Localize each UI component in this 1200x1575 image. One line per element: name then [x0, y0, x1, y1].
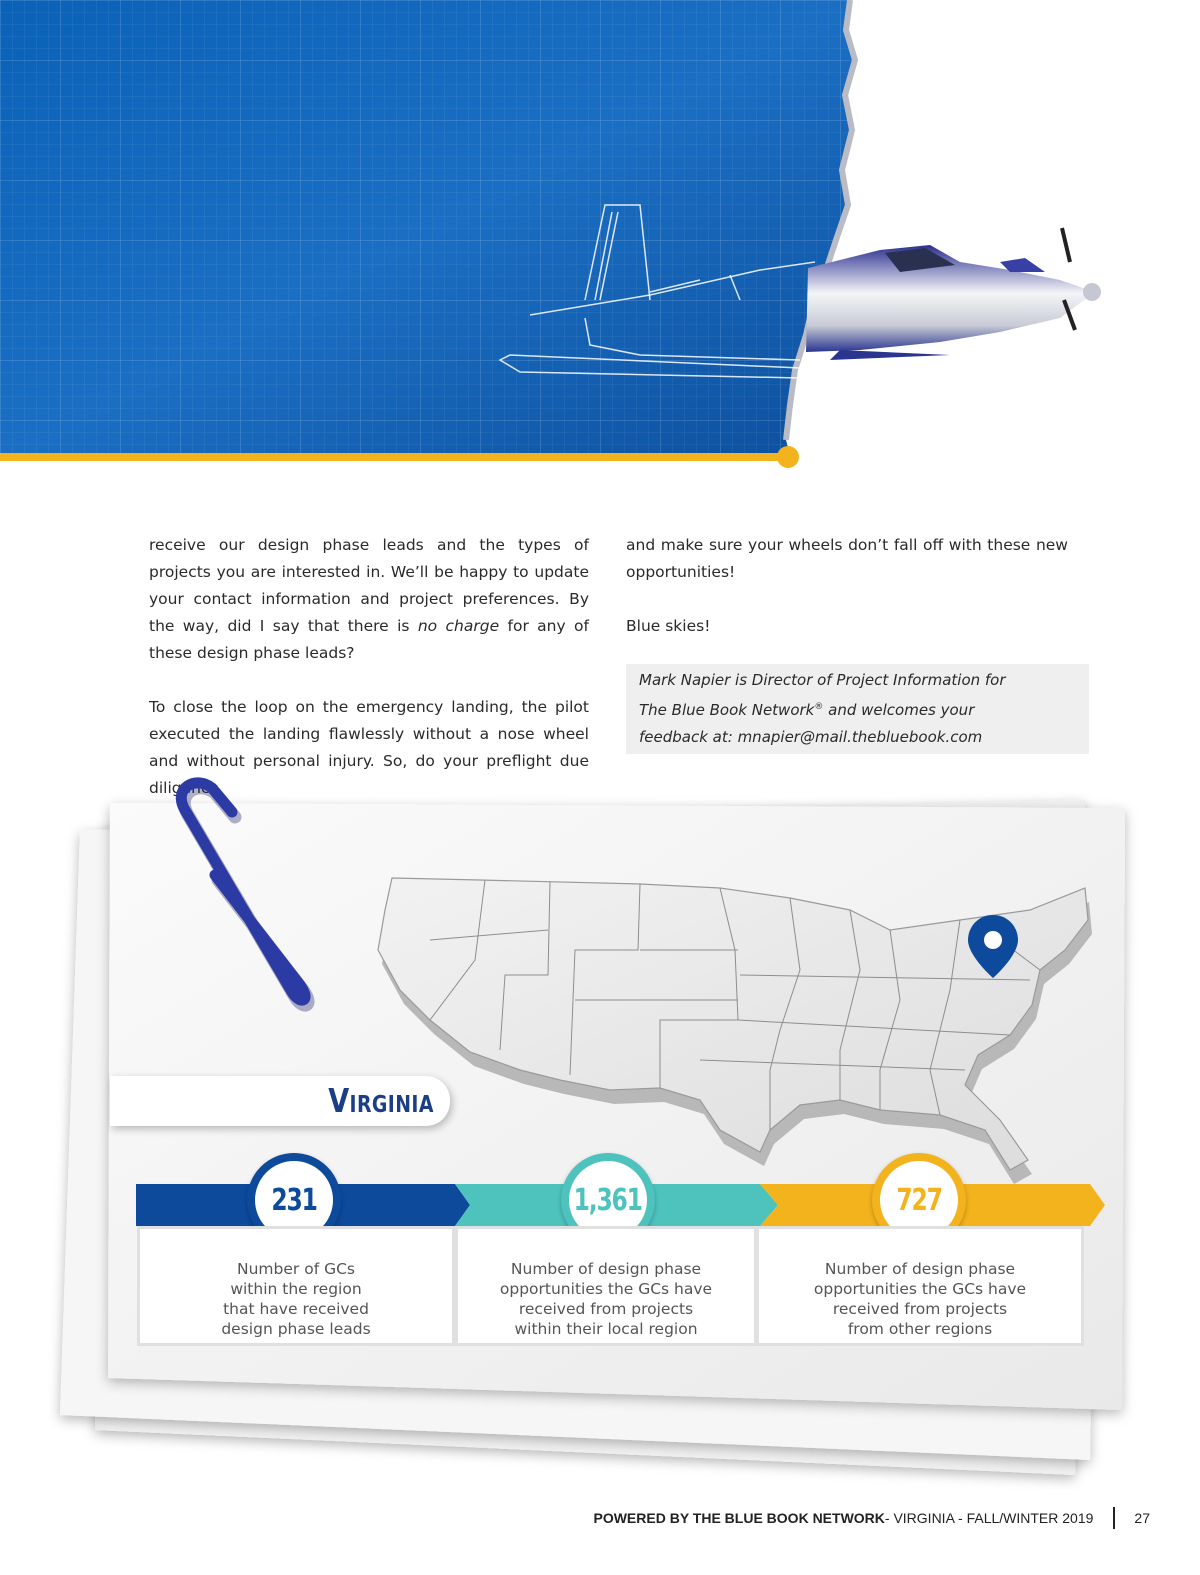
stat-description-gcs: [137, 1226, 455, 1346]
footer-edition: - VIRGINIA - FALL/WINTER 2019: [884, 1510, 1094, 1526]
region-label-tab: [110, 1076, 450, 1126]
footer-divider: [1113, 1507, 1115, 1529]
bio-text: and welcomes your: [823, 701, 975, 719]
bio-line: feedback at: mnapier@mail.thebluebook.com: [639, 728, 983, 746]
emphasis-text: no charge: [417, 617, 500, 635]
bio-line: [639, 694, 1076, 724]
stat-value: 727: [896, 1182, 942, 1218]
stat-line: design phase leads: [221, 1320, 371, 1338]
stat-description-other-region-opportunities: [756, 1226, 1084, 1346]
stat-value: 231: [271, 1182, 317, 1218]
page-number: 27: [1134, 1510, 1150, 1526]
article-column-right: [626, 532, 1068, 640]
stat-description-local-opportunities: [455, 1226, 757, 1346]
author-bio-box: [626, 664, 1089, 754]
paragraph-text: for any of these design phase leads?: [149, 617, 589, 662]
article-paragraph: To close the loop on the emergency landing, the pilot executed the landing flawlessly without a nose wheel and without personal injury. So, do your preflight due diligence: [149, 698, 589, 797]
paragraph-text: receive our design phase leads and the types of projects you are interested in. We’ll be happy to update your contact information and project preferences. By the way, did I say that there is: [149, 536, 589, 635]
stat-line: received from projects: [518, 1300, 694, 1318]
article-paragraph: and make sure your wheels don’t fall off with these new opportunities!: [626, 536, 1068, 581]
header-banner: [0, 0, 1200, 475]
bio-line: Mark Napier is Director of Project Information for: [639, 671, 1006, 689]
bio-network-name: The Blue Book Network: [639, 701, 815, 719]
page-footer: [593, 1507, 1150, 1529]
stat-line: that have received: [223, 1300, 369, 1318]
stat-line: opportunities the GCs have: [813, 1280, 1027, 1298]
stat-line: Number of design phase: [510, 1260, 702, 1278]
region-name: Virginia: [328, 1081, 434, 1120]
article-column-left: [149, 532, 589, 802]
infographic-artwork: [0, 770, 1200, 1490]
article-paragraph: [149, 532, 589, 667]
stat-line: received from projects: [832, 1300, 1008, 1318]
sign-off: Blue skies!: [626, 617, 711, 635]
stat-line: Number of design phase: [824, 1260, 1016, 1278]
stat-line: Number of GCs: [237, 1260, 355, 1278]
registered-mark: ®: [814, 702, 824, 712]
stat-value: 1,361: [573, 1182, 643, 1218]
stat-line: within the region: [230, 1280, 362, 1298]
stat-line: opportunities the GCs have: [499, 1280, 713, 1298]
stat-line: within their local region: [514, 1320, 698, 1338]
infographic: [0, 770, 1200, 1490]
airplane-photo: [806, 228, 1101, 360]
footer-brand: POWERED BY THE BLUE BOOK NETWORK: [593, 1510, 885, 1526]
stat-line: from other regions: [847, 1320, 993, 1338]
blueprint-airplane-illustration: [0, 0, 1200, 475]
